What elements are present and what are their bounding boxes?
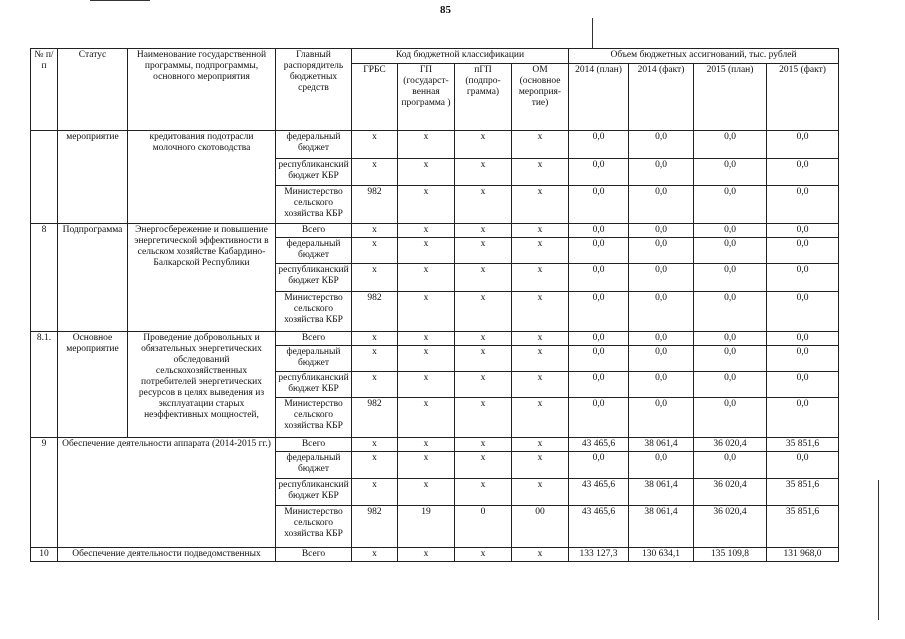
code-cell: x (512, 131, 569, 159)
code-cell: x (455, 238, 512, 264)
code-cell: x (398, 292, 455, 332)
amount-cell: 0,0 (629, 224, 694, 238)
code-cell: x (352, 548, 398, 562)
item-name: Обеспечение деятельности подведомственных (58, 548, 276, 562)
amount-cell: 0,0 (694, 264, 767, 292)
header-code-col: пГП (подпро-грамма) (455, 64, 512, 131)
table-row (31, 438, 839, 452)
code-cell: x (455, 372, 512, 398)
amount-cell: 0,0 (569, 452, 629, 479)
table-row (31, 548, 839, 562)
header-name: Наименование государственной программы, подпрограммы, основного мероприятия (128, 49, 276, 131)
code-cell: x (352, 238, 398, 264)
amount-cell: 0,0 (694, 292, 767, 332)
code-cell: x (512, 186, 569, 224)
code-cell: x (512, 438, 569, 452)
amount-cell: 0,0 (694, 332, 767, 346)
code-cell: x (352, 452, 398, 479)
code-cell: x (512, 238, 569, 264)
header-code-col: ОМ (основное мероприя-тие) (512, 64, 569, 131)
header-year-col: 2014 (план) (569, 64, 629, 131)
distributor-cell: федеральный бюджет (276, 238, 352, 264)
table-row (31, 224, 839, 238)
code-cell: x (512, 452, 569, 479)
amount-cell: 0,0 (569, 264, 629, 292)
row-number: 9 (31, 438, 58, 548)
distributor-cell: Всего (276, 548, 352, 562)
distributor-cell: республиканский бюджет КБР (276, 159, 352, 186)
code-cell: x (398, 264, 455, 292)
header-status: Статус (58, 49, 128, 131)
distributor-cell: Всего (276, 438, 352, 452)
code-cell: x (512, 159, 569, 186)
code-cell: x (512, 372, 569, 398)
scan-artifact (90, 0, 150, 1)
header-code-group: Код бюджетной классификации (352, 49, 569, 64)
amount-cell: 35 851,6 (767, 479, 839, 506)
code-cell: x (455, 452, 512, 479)
code-cell: x (455, 131, 512, 159)
amount-cell: 0,0 (629, 346, 694, 372)
distributor-cell: Всего (276, 332, 352, 346)
code-cell: 982 (352, 292, 398, 332)
page-number: 85 (440, 4, 451, 16)
amount-cell: 0,0 (694, 238, 767, 264)
code-cell: x (352, 224, 398, 238)
code-cell: 982 (352, 186, 398, 224)
distributor-cell: федеральный бюджет (276, 131, 352, 159)
code-cell: x (512, 398, 569, 438)
code-cell: 0 (455, 506, 512, 548)
amount-cell: 36 020,4 (694, 506, 767, 548)
amount-cell: 0,0 (629, 292, 694, 332)
code-cell: x (455, 548, 512, 562)
amount-cell: 38 061,4 (629, 506, 694, 548)
code-cell: x (512, 548, 569, 562)
table-row (31, 332, 839, 346)
budget-table (30, 48, 839, 562)
code-cell: x (455, 186, 512, 224)
code-cell: 19 (398, 506, 455, 548)
amount-cell: 0,0 (569, 332, 629, 346)
row-number: 8 (31, 224, 58, 332)
item-name: Энергосбережение и повышение энергетической эффективности в сельском хозяйстве Кабардино-Балкарской Республики (128, 224, 276, 332)
header-distributor: Главный распорядитель бюджетных средств (276, 49, 352, 131)
code-cell: x (352, 264, 398, 292)
amount-cell: 0,0 (629, 372, 694, 398)
amount-cell: 0,0 (629, 238, 694, 264)
header-year-col: 2015 (факт) (767, 64, 839, 131)
amount-cell: 0,0 (629, 186, 694, 224)
code-cell: x (512, 479, 569, 506)
code-cell: x (455, 292, 512, 332)
code-cell: x (398, 332, 455, 346)
code-cell: x (352, 159, 398, 186)
amount-cell: 0,0 (694, 372, 767, 398)
amount-cell: 0,0 (569, 346, 629, 372)
item-status: мероприятие (58, 131, 128, 224)
amount-cell: 0,0 (767, 332, 839, 346)
amount-cell: 43 465,6 (569, 479, 629, 506)
amount-cell: 0,0 (767, 186, 839, 224)
table-row (31, 131, 839, 159)
code-cell: x (455, 346, 512, 372)
amount-cell: 0,0 (767, 264, 839, 292)
amount-cell: 36 020,4 (694, 438, 767, 452)
code-cell: x (512, 292, 569, 332)
item-name: Обеспечение деятельности аппарата (2014-2015 гг.) (58, 438, 276, 548)
amount-cell: 0,0 (569, 238, 629, 264)
amount-cell: 0,0 (767, 131, 839, 159)
code-cell: x (352, 131, 398, 159)
code-cell: x (455, 224, 512, 238)
amount-cell: 0,0 (629, 131, 694, 159)
code-cell: x (398, 452, 455, 479)
item-status: Подпрограмма (58, 224, 128, 332)
code-cell: x (352, 479, 398, 506)
amount-cell: 0,0 (629, 398, 694, 438)
code-cell: x (455, 398, 512, 438)
item-status: Основное мероприятие (58, 332, 128, 438)
distributor-cell: федеральный бюджет (276, 452, 352, 479)
amount-cell: 0,0 (694, 346, 767, 372)
header-code-col: ГП (государст-венная программа ) (398, 64, 455, 131)
distributor-cell: Министерство сельского хозяйства КБР (276, 292, 352, 332)
code-cell: x (398, 438, 455, 452)
code-cell: 00 (512, 506, 569, 548)
amount-cell: 133 127,3 (569, 548, 629, 562)
code-cell: x (455, 332, 512, 346)
header-year-col: 2014 (факт) (629, 64, 694, 131)
code-cell: x (352, 332, 398, 346)
amount-cell: 0,0 (767, 372, 839, 398)
code-cell: x (512, 264, 569, 292)
code-cell: 982 (352, 506, 398, 548)
code-cell: x (512, 332, 569, 346)
header-volume-group: Объем бюджетных ассигнований, тыс. рублей (569, 49, 839, 64)
amount-cell: 35 851,6 (767, 506, 839, 548)
amount-cell: 43 465,6 (569, 438, 629, 452)
distributor-cell: Министерство сельского хозяйства КБР (276, 186, 352, 224)
code-cell: x (398, 224, 455, 238)
amount-cell: 0,0 (694, 186, 767, 224)
amount-cell: 0,0 (569, 292, 629, 332)
code-cell: x (512, 224, 569, 238)
amount-cell: 0,0 (569, 398, 629, 438)
code-cell: x (398, 159, 455, 186)
code-cell: 982 (352, 398, 398, 438)
amount-cell: 38 061,4 (629, 479, 694, 506)
code-cell: x (398, 346, 455, 372)
amount-cell: 131 968,0 (767, 548, 839, 562)
code-cell: x (398, 238, 455, 264)
amount-cell: 0,0 (569, 131, 629, 159)
code-cell: x (398, 186, 455, 224)
code-cell: x (455, 159, 512, 186)
amount-cell: 0,0 (767, 452, 839, 479)
amount-cell: 0,0 (767, 224, 839, 238)
distributor-cell: Всего (276, 224, 352, 238)
code-cell: x (398, 131, 455, 159)
amount-cell: 0,0 (767, 159, 839, 186)
code-cell: x (352, 346, 398, 372)
amount-cell: 43 465,6 (569, 506, 629, 548)
amount-cell: 0,0 (694, 159, 767, 186)
amount-cell: 0,0 (629, 332, 694, 346)
header-no: № п/п (31, 49, 58, 131)
distributor-cell: республиканский бюджет КБР (276, 479, 352, 506)
amount-cell: 0,0 (694, 224, 767, 238)
distributor-cell: Министерство сельского хозяйства КБР (276, 398, 352, 438)
code-cell: x (352, 372, 398, 398)
header-year-col: 2015 (план) (694, 64, 767, 131)
code-cell: x (398, 548, 455, 562)
code-cell: x (352, 438, 398, 452)
scan-artifact (878, 480, 879, 620)
distributor-cell: федеральный бюджет (276, 346, 352, 372)
amount-cell: 0,0 (569, 159, 629, 186)
code-cell: x (398, 479, 455, 506)
amount-cell: 0,0 (767, 398, 839, 438)
item-name: Проведение добровольных и обязательных энергетических обследований сельскохозяйственных потребителей энергетических ресурсов в целях выведения из эксплуатации старых неэффективных мощностей, (128, 332, 276, 438)
code-cell: x (455, 438, 512, 452)
code-cell: x (512, 346, 569, 372)
amount-cell: 0,0 (629, 264, 694, 292)
scan-artifact (592, 18, 593, 48)
row-number (31, 131, 58, 224)
amount-cell: 38 061,4 (629, 438, 694, 452)
item-name: кредитования подотрасли молочного скотоводства (128, 131, 276, 224)
code-cell: x (455, 479, 512, 506)
amount-cell: 0,0 (694, 452, 767, 479)
amount-cell: 130 634,1 (629, 548, 694, 562)
row-number: 10 (31, 548, 58, 562)
amount-cell: 35 851,6 (767, 438, 839, 452)
amount-cell: 0,0 (694, 398, 767, 438)
code-cell: x (455, 264, 512, 292)
header-code-col: ГРБС (352, 64, 398, 131)
amount-cell: 0,0 (767, 238, 839, 264)
amount-cell: 0,0 (694, 131, 767, 159)
distributor-cell: республиканский бюджет КБР (276, 264, 352, 292)
amount-cell: 0,0 (569, 372, 629, 398)
distributor-cell: Министерство сельского хозяйства КБР (276, 506, 352, 548)
amount-cell: 36 020,4 (694, 479, 767, 506)
amount-cell: 0,0 (569, 186, 629, 224)
row-number: 8.1. (31, 332, 58, 438)
code-cell: x (398, 398, 455, 438)
amount-cell: 0,0 (629, 452, 694, 479)
amount-cell: 0,0 (629, 159, 694, 186)
amount-cell: 0,0 (767, 292, 839, 332)
amount-cell: 135 109,8 (694, 548, 767, 562)
amount-cell: 0,0 (569, 224, 629, 238)
amount-cell: 0,0 (767, 346, 839, 372)
distributor-cell: республиканский бюджет КБР (276, 372, 352, 398)
code-cell: x (398, 372, 455, 398)
